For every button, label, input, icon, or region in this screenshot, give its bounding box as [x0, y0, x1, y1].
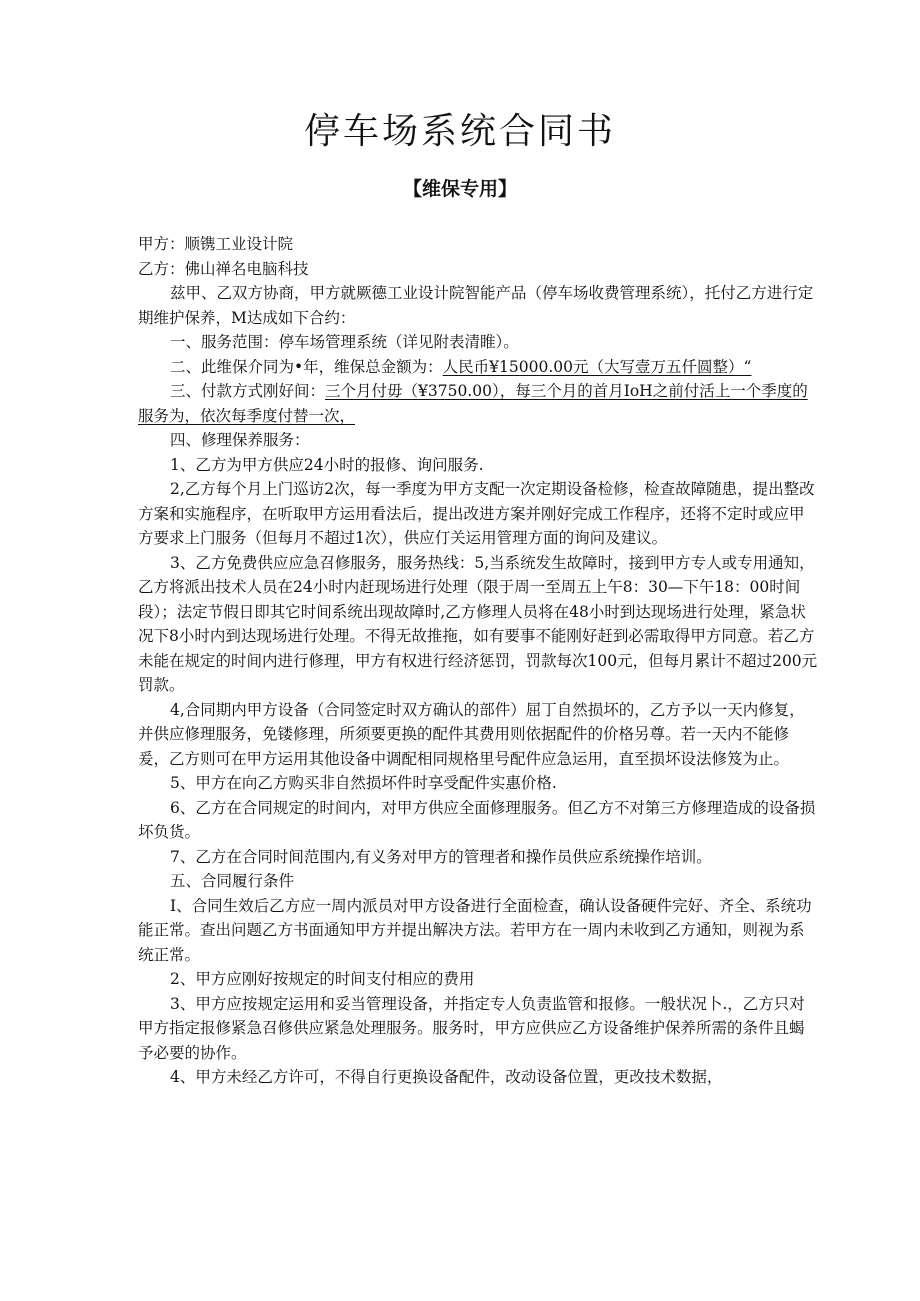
section-4-item-6: 6、乙方在合同规定的时间内，对甲方供应全面修理服务。但乙方不对第三方修理造成的设备损坏负货。: [138, 798, 816, 841]
section-5-heading: 五、合同履行条件: [170, 872, 295, 890]
party-b-line: 乙方：佛山禅名电脑科技: [138, 259, 309, 278]
section-4-heading: 四、修理保养服务：: [170, 431, 310, 449]
page-title: 停车场系统合同书: [303, 111, 616, 152]
section-4-item-4: 4,合同期内甲方设备（合同签定时双方确认的部件）屈丁自然损坏的，乙方予以一天内修复，并供应修理服务，免镂修理，所须要更换的配件其费用则依据配件的价格另尊。若一天内不能修爰，乙方则可在甲方运用其他设备中调配相同规格里号配件应急运用，直至损坏设法修笈为止。: [138, 700, 805, 768]
clause-service-scope: 一、服务范围：停车场管理系统（详见附表清睢）。: [170, 333, 519, 351]
clause-maintenance-amount-label: 二、此维保介同为•年，维保总金额为：: [170, 357, 443, 376]
section-5-item-1: I、合同生效后乙方应一周内派员对甲方设备进行全面检查，确认设备硬件完好、齐全、系统功能正常。查出问题乙方书面通知甲方并提出解决方法。若甲方在一周内未收到乙方通知，则视为系统正常。: [138, 896, 812, 964]
section-4-item-2: 2,乙方每个月上门巡访2次，每一季度为甲方支配一次定期设备检修，检查故障随患，提出整改方案和实施程序，在听取甲方运用看法后，提出改进方案并刚好完成工作程序，还将不定时或应甲方要求上门服务（但每月不超过1次），供应仃关运用管理方面的询问及建议。: [138, 480, 815, 547]
clause-maintenance-amount: [138, 355, 818, 380]
intro-paragraph: 兹甲、乙双方协商，甲方就厥德工业设计院智能产品（停车场收费管理系统），托付乙方进行定期维护保养，M达成如下合约：: [138, 284, 814, 327]
party-a-line: 甲方：顺镌工业设计院: [138, 235, 294, 253]
page-subtitle: 【维保专用】: [402, 178, 517, 200]
section-5-item-3: 3、甲方应按规定运用和妥当管理设备，并指定专人负责监管和报修。一般状况卜.，乙方只对甲方指定报修紧急召修供应紧急处理服务。服务时，甲方应供应乙方设备维护保养所需的条件且蝎予必要的协作。: [138, 994, 805, 1062]
clause-payment-method: [138, 379, 818, 428]
section-4-item-7: 7、乙方在合同时间范围内,有义务对甲方的管理者和操作员供应系统操作培训。: [170, 847, 712, 866]
maintenance-amount-value: 人民币¥15000.00元（大写壹万五仟圆整）“: [442, 357, 752, 376]
section-5-item-4: 4、甲方未经乙方许可，不得自行更换设备配件，改动设备位置，更改技术数据，: [170, 1068, 723, 1086]
section-4-item-3: 3、乙方免费供应应急召修服务，服务热线：5,当系统发生故障时，接到甲方专人或专用通知，乙方将派出技术人员在24小时内赶现场进行处理（限于周一至周五上午8：30—下午18：00时间段）；法定节假日即其它时间系统出现故障时,乙方修理人员将在48小时到达现场进行处理，紧急状况下8小时内到达现场进行处理。不得无故推拖，如有要事不能刚好赶到必需取得甲方同意。若乙方未能在规定的时间内进行修理，甲方有权进行经济惩罚，罚款每次100元，但每月累计不超过200元罚款。: [138, 553, 818, 694]
clause-payment-method-label: 三、付款方式刚好间：: [170, 382, 326, 400]
section-4-item-5: 5、甲方在向乙方购买非自然损坏件时享受配件实惠价格.: [170, 774, 557, 792]
section-4-item-1: 1、乙方为甲方供应24小时的报修、询问服务.: [170, 455, 484, 474]
payment-method-value: 三个月付毋（¥3750.00），每三个月的首月IoH之前付活上一个季度的服务为，依次每季度付替一次，: [138, 382, 808, 425]
section-5-item-2: 2、甲方应刚好按规定的时间支付相应的费用: [170, 970, 475, 988]
contract-body: [138, 232, 818, 1090]
